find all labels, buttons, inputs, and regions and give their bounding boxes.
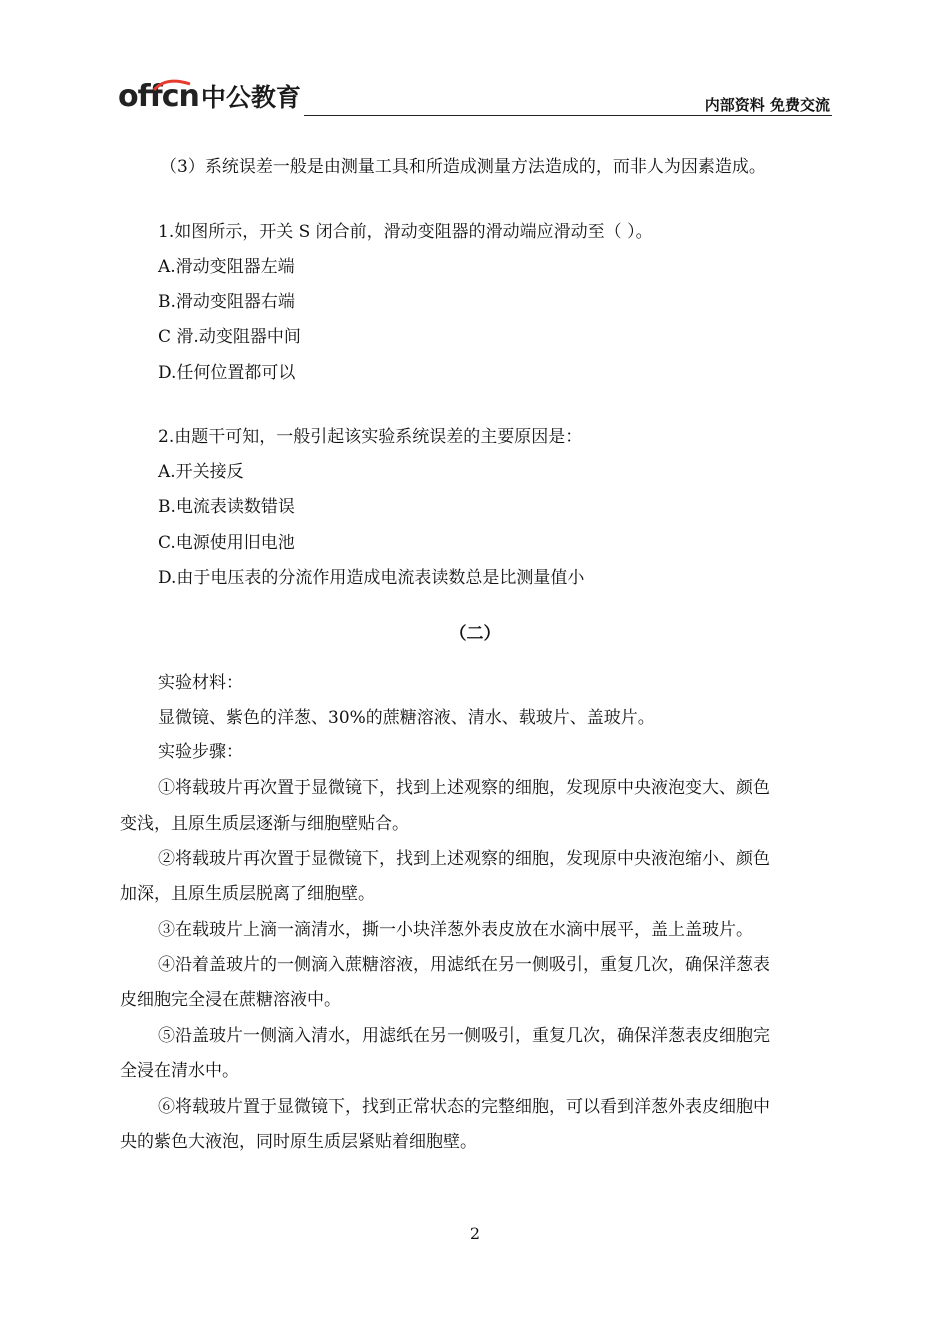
question-2-option-a: A.开关接反 — [158, 462, 244, 482]
step-4-line-1: ④沿着盖玻片的一侧滴入蔗糖溶液，用滤纸在另一侧吸引，重复几次，确保洋葱表 — [158, 955, 770, 975]
question-2-option-d: D.由于电压表的分流作用造成电流表读数总是比测量值小 — [158, 568, 585, 588]
materials-text: 显微镜、紫色的洋葱、30%的蔗糖溶液、清水、载玻片、盖玻片。 — [158, 708, 655, 728]
offcn-logo — [118, 78, 301, 118]
question-1-option-d: D.任何位置都可以 — [158, 363, 296, 383]
step-2-line-2: 加深，且原生质层脱离了细胞壁。 — [120, 884, 375, 904]
logo-text-cn: 中公教育 — [200, 83, 301, 112]
logo-arc-icon — [152, 78, 192, 92]
materials-label: 实验材料： — [158, 673, 243, 693]
steps-label: 实验步骤： — [158, 742, 243, 762]
step-1-line-1: ①将载玻片再次置于显微镜下，找到上述观察的细胞，发现原中央液泡变大、颜色 — [158, 778, 770, 798]
page-header — [118, 78, 832, 118]
question-1-option-b: B.滑动变阻器右端 — [158, 292, 295, 312]
note-3: （3）系统误差一般是由测量工具和所造成测量方法造成的，而非人为因素造成。 — [160, 157, 766, 177]
step-5-line-1: ⑤沿盖玻片一侧滴入清水，用滤纸在另一侧吸引，重复几次，确保洋葱表皮细胞完 — [158, 1026, 770, 1046]
logo-text-en: offcn — [118, 79, 199, 114]
question-2-stem: 2.由题干可知，一般引起该实验系统误差的主要原因是： — [158, 427, 583, 447]
header-rule — [304, 115, 832, 116]
step-4-line-2: 皮细胞完全浸在蔗糖溶液中。 — [120, 990, 341, 1010]
step-5-line-2: 全浸在清水中。 — [120, 1061, 239, 1081]
question-1-option-c: C 滑.动变阻器中间 — [158, 327, 301, 347]
header-tag: 内部资料 免费交流 — [704, 96, 830, 114]
question-1-stem: 1.如图所示，开关 S 闭合前，滑动变阻器的滑动端应滑动至（ ）。 — [158, 222, 653, 242]
question-2-option-c: C.电源使用旧电池 — [158, 533, 295, 553]
step-6-line-1: ⑥将载玻片置于显微镜下，找到正常状态的完整细胞，可以看到洋葱外表皮细胞中 — [158, 1097, 770, 1117]
step-6-line-2: 央的紫色大液泡，同时原生质层紧贴着细胞壁。 — [120, 1132, 477, 1152]
step-1-line-2: 变浅，且原生质层逐渐与细胞壁贴合。 — [120, 814, 409, 834]
step-2-line-1: ②将载玻片再次置于显微镜下，找到上述观察的细胞，发现原中央液泡缩小、颜色 — [158, 849, 770, 869]
question-2-option-b: B.电流表读数错误 — [158, 497, 295, 517]
step-3-line-1: ③在载玻片上滴一滴清水，撕一小块洋葱外表皮放在水滴中展平，盖上盖玻片。 — [158, 920, 753, 940]
page-number: 2 — [469, 1224, 481, 1243]
question-1-option-a: A.滑动变阻器左端 — [158, 257, 295, 277]
section-title: （二） — [449, 624, 501, 644]
